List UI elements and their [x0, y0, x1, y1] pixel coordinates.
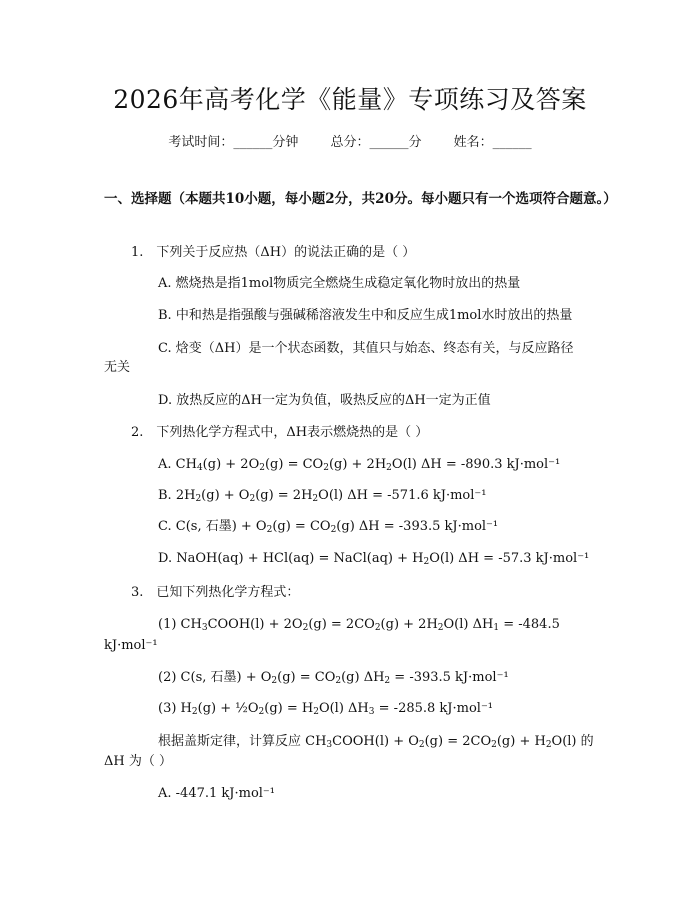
question-2-option-a: A. $CH_4(g) + 2O_2(g) = CO_2(g) + 2H_2O(l) \Delta H = -890.3$ kJ·mol⁻¹ — [158, 457, 561, 473]
question-3-ask-cont: ΔH 为（ ） — [104, 754, 172, 769]
question-2-option-c: C. C(s, 石墨) + $O_2(g) = CO_2(g) \Delta H = -393.5$ kJ·mol⁻¹ — [158, 519, 499, 535]
question-1-option-c-cont: 无关 — [104, 360, 131, 375]
page-title: 2026年高考化学《能量》专项练习及答案 — [113, 85, 587, 114]
question-3-stem: 3. 已知下列热化学方程式： — [131, 585, 300, 600]
exam-time: 考试时间：______分钟 — [168, 135, 299, 150]
question-3-option-a: A. -447.1 kJ·mol⁻¹ — [158, 786, 275, 801]
exam-score: 总分：______分 — [330, 135, 422, 150]
question-3-equation-1-cont: kJ·mol⁻¹ — [104, 638, 158, 653]
question-3-equation-3: (3) $H_2(g)$ + $\frac{1}{2}O_2(g) = H_2O(l) \Delta H_3 = -285.8$ kJ·mol⁻¹ — [158, 701, 494, 717]
question-3-equation-1: (1) $CH_3COOH(l) + 2O_2(g) = 2CO_2(g) + 2H_2O(l) \Delta H_1 = -484.5$ — [158, 617, 560, 633]
section-heading: 一、选择题（本题共10小题，每小题2分，共20分。每小题只有一个选项符合题意。） — [104, 191, 617, 207]
exam-name: 姓名：______ — [453, 135, 532, 150]
question-2-option-d: D. NaOH(aq) + HCl(aq) = NaCl(aq) + $H_2O(l) \Delta H = -57.3$ kJ·mol⁻¹ — [158, 551, 590, 567]
question-3-ask: 根据盖斯定律，计算反应 $CH_3COOH(l) + O_2(g) = 2CO_2(g) + H_2O(l)$ 的 — [158, 734, 594, 750]
question-3-equation-2: (2) C(s, 石墨) + $O_2(g) = CO_2(g) \Delta H_2 = -393.5$ kJ·mol⁻¹ — [158, 670, 509, 686]
question-1-option-d: D. 放热反应的ΔH一定为负值，吸热反应的ΔH一定为正值 — [158, 393, 491, 408]
exam-meta — [0, 131, 700, 150]
question-1-option-c: C. 焓变（ΔH）是一个状态函数，其值只与始态、终态有关，与反应路径 — [158, 341, 574, 356]
question-1-option-a: A. 燃烧热是指1mol物质完全燃烧生成稳定氧化物时放出的热量 — [158, 276, 521, 291]
question-1-option-b: B. 中和热是指强酸与强碱稀溶液发生中和反应生成1mol水时放出的热量 — [158, 308, 573, 323]
question-1-stem: 1. 下列关于反应热（ΔH）的说法正确的是（ ） — [131, 245, 416, 260]
question-2-option-b: B. $2H_2(g) + O_2(g) = 2H_2O(l) \Delta H = -571.6$ kJ·mol⁻¹ — [158, 488, 487, 504]
question-2-stem: 2. 下列热化学方程式中，ΔH表示燃烧热的是（ ） — [131, 425, 429, 440]
